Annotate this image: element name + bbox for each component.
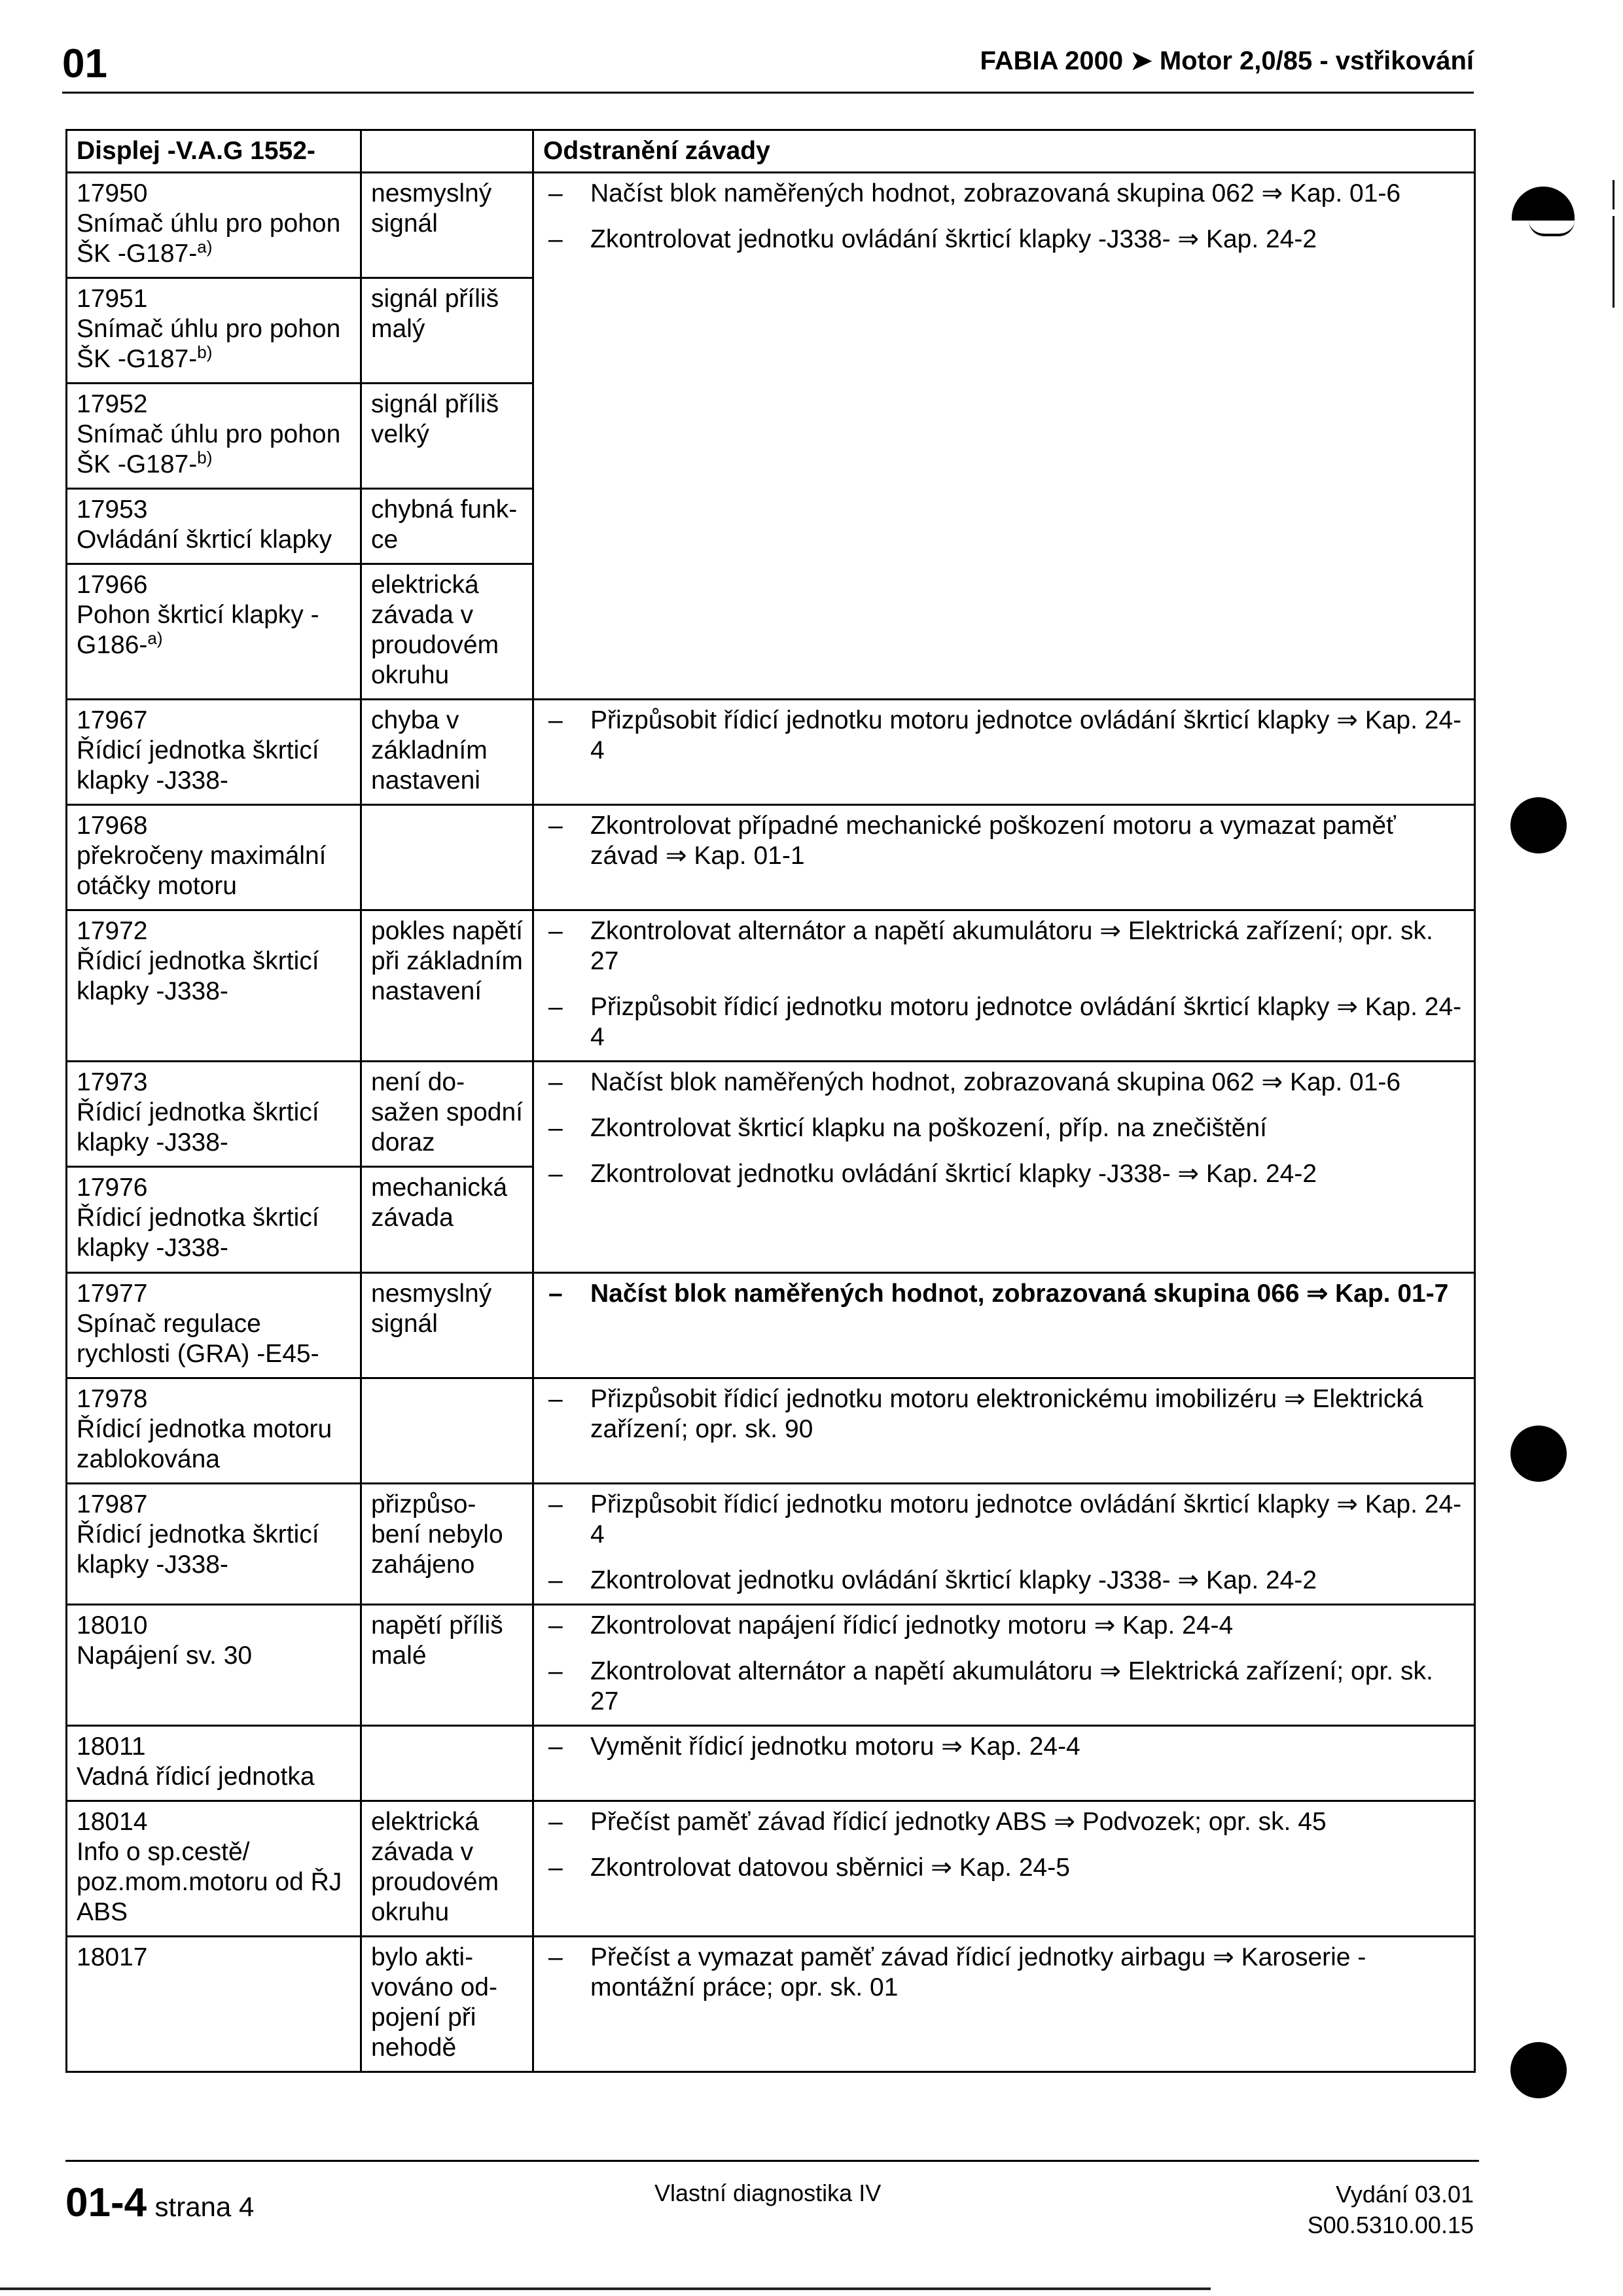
fault-cell [67,384,361,489]
fault-condition [361,1378,533,1483]
remedy-cell [533,910,1475,1062]
remedy-cell [533,1272,1475,1378]
page-label: strana 4 [154,2191,255,2222]
fault-cell [67,1272,361,1378]
fault-cell [67,1725,361,1801]
remedy-item: – Zkontrolovat napájení řídicí jednotky motoru ⇒ Kap. 24-4 [543,1611,1465,1641]
fault-component: Řídicí jednotka škrticí klapky -J338- [77,947,319,1006]
fault-code: 18014 [77,1807,148,1836]
remedy-list [543,179,1465,255]
page-number-block [65,2179,254,2226]
fault-code: 17987 [77,1490,148,1518]
table-row [67,700,1475,805]
remedy-list [543,1807,1465,1883]
remedy-list [543,1732,1465,1762]
table-row [67,1801,1475,1936]
remedy-list [543,1279,1465,1309]
fault-condition [361,805,533,910]
remedy-cell [533,1801,1475,1936]
edition: Vydání 03.01 [1336,2181,1474,2208]
fault-condition: signál příliš velký [361,384,533,489]
fault-code: 18010 [77,1611,148,1640]
fault-condition: mechanická závada [361,1167,533,1272]
fault-code: 17950 [77,179,148,208]
fault-component: Napájení sv. 30 [77,1641,253,1670]
remedy-list [543,1611,1465,1717]
remedy-cell [533,173,1475,700]
footnote-marker: b) [197,448,213,468]
remedy-list [543,811,1465,871]
remedy-item: – Zkontrolovat škrticí klapku na poškození, příp. na znečištění [543,1113,1465,1143]
fault-code: 17968 [77,812,148,840]
remedy-item: – Zkontrolovat alternátor a napětí akumulátoru ⇒ Elektrická zařízení; opr. sk. 27 [543,916,1465,977]
remedy-cell [533,1378,1475,1483]
remedy-cell [533,1062,1475,1272]
remedy-list [543,1067,1465,1189]
table-row [67,1062,1475,1167]
fault-cell [67,173,361,278]
fault-condition: nesmyslný signál [361,1272,533,1378]
table-row [67,1936,1475,2072]
fault-code: 17976 [77,1174,148,1202]
fault-cell [67,1936,361,2072]
footer-edition-block [1308,2179,1474,2241]
table-row [67,910,1475,1062]
fault-component: Řídicí jednotka škrticí klapky -J338- [77,1098,319,1157]
margin-marker-dot [1510,797,1567,853]
fault-code: 17951 [77,285,148,314]
fault-cell [67,1378,361,1483]
remedy-item: – Přizpůsobit řídicí jednotku motoru jednotce ovládání škrticí klapky ⇒ Kap. 24-4 [543,1490,1465,1550]
footer-center-text: Vlastní diagnostika IV [654,2179,882,2206]
table-row [67,1725,1475,1801]
table-header-row [67,130,1475,173]
page-title: FABIA 2000 ➤ Motor 2,0/85 - vstřikování [980,46,1474,75]
remedy-item: – Přečíst a vymazat paměť závad řídicí jednotky airbagu ⇒ Karoserie - montážní práce; opr. sk. 01 [543,1943,1465,2003]
remedy-item: – Přizpůsobit řídicí jednotku motoru jednotce ovládání škrticí klapky ⇒ Kap. 24-4 [543,992,1465,1052]
fault-condition: pokles napětí při základním nastavení [361,910,533,1062]
table-row [67,1483,1475,1604]
fault-cell [67,1604,361,1725]
fault-component: Pohon škrticí klapky -G186- [77,601,319,660]
fault-cell [67,700,361,805]
fault-condition: není do-sažen spodní doraz [361,1062,533,1167]
fault-cell [67,1062,361,1167]
remedy-cell [533,1936,1475,2072]
fault-component: Řídicí jednotka škrticí klapky -J338- [77,1204,319,1263]
fault-code: 17972 [77,917,148,946]
remedy-cell [533,805,1475,910]
remedy-item: – Načíst blok naměřených hodnot, zobrazovaná skupina 066 ⇒ Kap. 01-7 [543,1279,1465,1309]
fault-component: Řídicí jednotka škrticí klapky -J338- [77,1520,319,1579]
remedy-cell [533,1483,1475,1604]
scan-edge-line [0,2287,1211,2290]
fault-component: Snímač úhlu pro pohon ŠK -G187- [77,420,341,479]
fault-condition: přizpůso-bení nebylo zahájeno [361,1483,533,1604]
fault-condition: elektrická závada v proudovém okruhu [361,564,533,700]
fault-component: Vadná řídicí jednotka [77,1762,315,1791]
margin-marker-dot [1510,2042,1567,2098]
remedy-item: – Vyměnit řídicí jednotku motoru ⇒ Kap. 24-4 [543,1732,1465,1762]
margin-tick [1613,180,1614,209]
fault-condition: nesmyslný signál [361,173,533,278]
table-row [67,1272,1475,1378]
fault-code: 17973 [77,1068,148,1097]
fault-code: 17978 [77,1384,148,1413]
remedy-item: – Přizpůsobit řídicí jednotku motoru elektronickému imobilizéru ⇒ Elektrická zařízení; opr. sk. 90 [543,1384,1465,1444]
section-code: 01 [62,41,107,86]
table-row [67,173,1475,278]
fault-condition: napětí příliš malé [361,1604,533,1725]
fault-cell [67,1801,361,1936]
remedy-item: – Načíst blok naměřených hodnot, zobrazovaná skupina 062 ⇒ Kap. 01-6 [543,179,1465,209]
footnote-marker: a) [147,628,163,649]
remedy-list [543,1490,1465,1596]
fault-code: 17977 [77,1279,148,1308]
fault-component: překročeny maximální otáčky motoru [77,842,327,901]
fault-code: 18011 [77,1732,146,1761]
fault-code: 18017 [77,1943,148,1971]
fault-cell [67,489,361,564]
fault-condition: chybná funk-ce [361,489,533,564]
remedy-item: – Zkontrolovat jednotku ovládání škrticí klapky -J338- ⇒ Kap. 24-2 [543,1159,1465,1189]
fault-component: Info o sp.cestě/ poz.mom.motoru od ŘJ ABS [77,1837,342,1926]
fault-code: 17967 [77,706,148,735]
fault-cell [67,805,361,910]
header-display: Displej -V.A.G 1552- [67,130,361,173]
fault-condition: bylo akti-vováno od-pojení při nehodě [361,1936,533,2072]
remedy-cell [533,700,1475,805]
footnote-marker: a) [197,237,213,257]
fault-component: Snímač úhlu pro pohon ŠK -G187- [77,209,341,268]
fault-condition [361,1725,533,1801]
remedy-item: – Zkontrolovat alternátor a napětí akumulátoru ⇒ Elektrická zařízení; opr. sk. 27 [543,1657,1465,1717]
fault-condition: elektrická závada v proudovém okruhu [361,1801,533,1936]
remedy-item: – Zkontrolovat datovou sběrnici ⇒ Kap. 24-5 [543,1853,1465,1883]
page-number: 01-4 [65,2180,147,2225]
footer-divider [65,2160,1479,2162]
fault-condition: chyba v základním nastaveni [361,700,533,805]
footnote-marker: b) [197,342,213,363]
margin-tick [1613,216,1614,308]
remedy-list [543,1943,1465,2003]
fault-cell [67,564,361,700]
table-row [67,1604,1475,1725]
fault-cell [67,1167,361,1272]
fault-component: Řídicí jednotka motoru zablokována [77,1414,332,1473]
fault-code: 17952 [77,390,148,419]
remedy-item: – Přizpůsobit řídicí jednotku motoru jednotce ovládání škrticí klapky ⇒ Kap. 24-4 [543,706,1465,766]
fault-component: Snímač úhlu pro pohon ŠK -G187- [77,315,341,374]
remedy-item: – Načíst blok naměřených hodnot, zobrazovaná skupina 062 ⇒ Kap. 01-6 [543,1067,1465,1098]
fault-code: 17953 [77,495,148,524]
fault-condition: signál příliš malý [361,278,533,384]
header-remedy: Odstranění závady [533,130,1475,173]
fault-component: Ovládání škrticí klapky [77,526,332,554]
remedy-list [543,1384,1465,1444]
table-row [67,805,1475,910]
margin-marker-dot [1510,1426,1567,1482]
margin-marker-half-dot [1512,187,1575,249]
remedy-item: – Zkontrolovat jednotku ovládání škrticí klapky -J338- ⇒ Kap. 24-2 [543,224,1465,255]
fault-component: Řídicí jednotka škrticí klapky -J338- [77,736,319,795]
remedy-cell [533,1604,1475,1725]
fault-cell [67,278,361,384]
fault-code: 17966 [77,571,148,600]
remedy-item: – Zkontrolovat případné mechanické poškození motoru a vymazat paměť závad ⇒ Kap. 01-1 [543,811,1465,871]
table-row [67,1378,1475,1483]
fault-code-table [65,129,1476,2073]
header-condition [361,130,533,173]
remedy-list [543,706,1465,766]
remedy-list [543,916,1465,1052]
fault-component: Spínač regulace rychlosti (GRA) -E45- [77,1309,319,1368]
fault-cell [67,910,361,1062]
remedy-item: – Přečíst paměť závad řídicí jednotky ABS ⇒ Podvozek; opr. sk. 45 [543,1807,1465,1837]
fault-cell [67,1483,361,1604]
header-divider [62,92,1474,94]
document-number: S00.5310.00.15 [1307,2211,1474,2238]
remedy-item: – Zkontrolovat jednotku ovládání škrticí klapky -J338- ⇒ Kap. 24-2 [543,1566,1465,1596]
remedy-cell [533,1725,1475,1801]
